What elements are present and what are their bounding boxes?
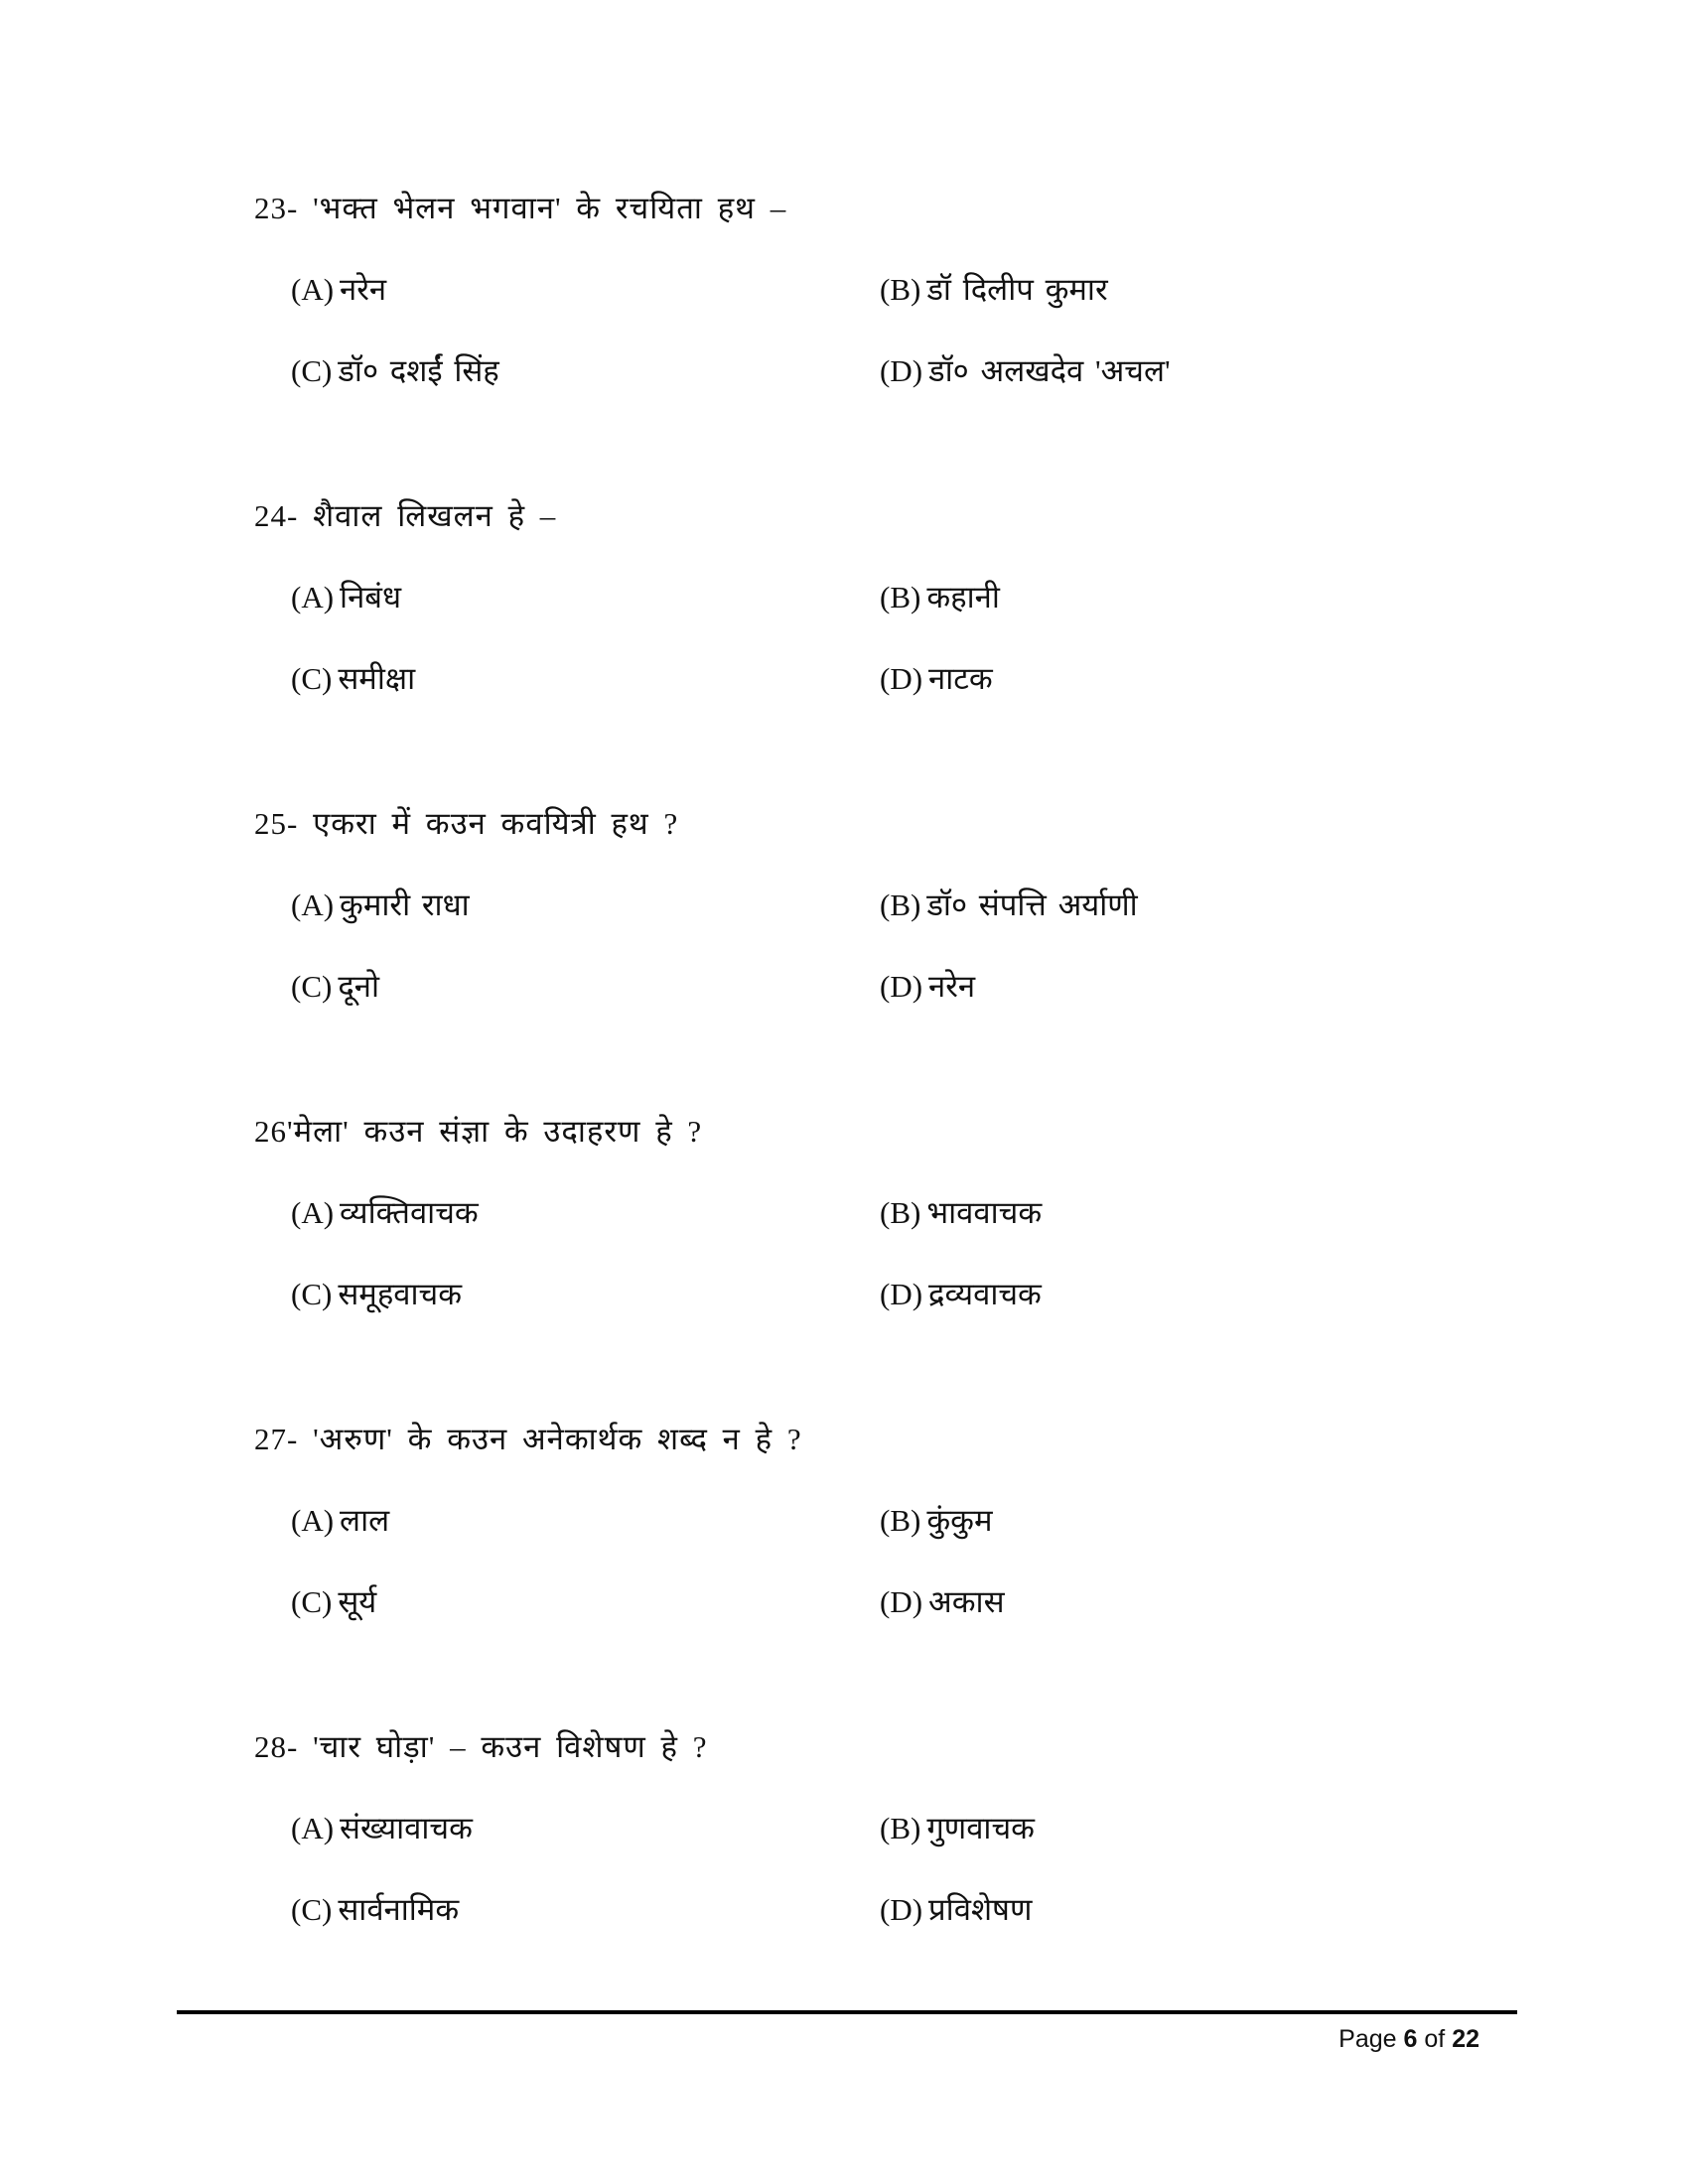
option-letter: (D) (880, 661, 923, 696)
option-letter: (A) (291, 272, 335, 307)
option-text: लाल (340, 1503, 390, 1538)
option-text: सार्वनामिक (338, 1892, 460, 1927)
option-letter: (B) (880, 272, 921, 307)
option-letter: (C) (291, 1892, 333, 1927)
option-letter: (C) (291, 969, 333, 1004)
option-text: नरेन (928, 969, 976, 1004)
question-number: 25- (254, 806, 299, 841)
option-letter: (D) (880, 1584, 923, 1619)
option-text: निबंध (340, 580, 402, 614)
option-d (880, 349, 1171, 393)
question-25 (254, 802, 1545, 1060)
option-letter: (B) (880, 887, 921, 922)
question-text (254, 1725, 708, 1769)
question-number: 27- (254, 1422, 299, 1456)
option-letter: (B) (880, 1503, 921, 1538)
option-a (291, 1191, 479, 1235)
option-text: प्रविशेषण (928, 1892, 1033, 1927)
question-number: 24- (254, 498, 299, 533)
question-27 (254, 1418, 1545, 1676)
option-d (880, 1888, 1032, 1932)
question-text (254, 187, 786, 230)
option-text: डॉ दिलीप कुमार (926, 272, 1108, 307)
question-stem: 'मेला' कउन संज्ञा के उदाहरण हे ? (287, 1114, 703, 1149)
option-letter: (D) (880, 1892, 923, 1927)
option-text: समीक्षा (338, 661, 416, 696)
option-letter: (A) (291, 1503, 335, 1538)
option-b (880, 1807, 1035, 1850)
question-26 (254, 1110, 1545, 1368)
page-label: Page (1338, 2025, 1397, 2053)
option-text: समूहवाचक (338, 1277, 463, 1311)
page-number (1338, 2023, 1479, 2055)
option-b (880, 1191, 1042, 1235)
question-text (254, 1110, 702, 1154)
option-a (291, 1807, 473, 1850)
option-text: दूनो (338, 969, 380, 1004)
option-c (291, 657, 415, 701)
option-d (880, 657, 993, 701)
option-b (880, 576, 1000, 619)
question-stem: शैवाल लिखलन हे – (313, 498, 557, 533)
option-letter: (D) (880, 353, 923, 388)
question-stem: 'चार घोड़ा' – कउन विशेषण हे ? (313, 1729, 708, 1764)
option-text: सूर्य (338, 1584, 377, 1619)
option-text: कुमारी राधा (340, 887, 470, 922)
option-b (880, 1499, 992, 1543)
question-stem: 'भक्त भेलन भगवान' के रचयिता हथ – (313, 191, 787, 225)
option-text: संख्यावाचक (340, 1811, 473, 1845)
option-b (880, 884, 1138, 927)
option-text: डॉ० संपत्ति अर्याणी (926, 887, 1138, 922)
option-text: कुंकुम (926, 1503, 993, 1538)
current-page: 6 (1403, 2025, 1418, 2053)
option-letter: (C) (291, 661, 333, 696)
question-text (254, 1418, 802, 1461)
option-letter: (C) (291, 353, 333, 388)
option-letter: (A) (291, 1195, 335, 1230)
option-text: अकास (928, 1584, 1005, 1619)
option-letter: (D) (880, 1277, 923, 1311)
option-d (880, 1273, 1042, 1316)
option-d (880, 965, 975, 1009)
option-a (291, 1499, 389, 1543)
option-letter: (B) (880, 1195, 921, 1230)
of-label: of (1424, 2025, 1446, 2053)
option-c (291, 1580, 376, 1624)
option-letter: (D) (880, 969, 923, 1004)
question-28 (254, 1725, 1545, 1983)
question-text (254, 494, 556, 538)
option-c (291, 1888, 459, 1932)
option-d (880, 1580, 1005, 1624)
option-a (291, 576, 401, 619)
option-c (291, 965, 379, 1009)
option-a (291, 884, 470, 927)
total-pages: 22 (1452, 2025, 1479, 2053)
question-number: 23- (254, 191, 299, 225)
option-letter: (C) (291, 1584, 333, 1619)
option-text: डॉ० अलखदेव 'अचल' (928, 353, 1171, 388)
option-letter: (C) (291, 1277, 333, 1311)
question-stem: 'अरुण' के कउन अनेकार्थक शब्द न हे ? (313, 1422, 802, 1456)
option-letter: (B) (880, 580, 921, 614)
question-number: 28- (254, 1729, 299, 1764)
option-text: नाटक (928, 661, 993, 696)
option-c (291, 1273, 462, 1316)
option-letter: (B) (880, 1811, 921, 1845)
option-letter: (A) (291, 580, 335, 614)
question-23 (254, 187, 1545, 445)
option-letter: (A) (291, 887, 335, 922)
question-stem: एकरा में कउन कवयित्री हथ ? (313, 806, 679, 841)
option-b (880, 268, 1108, 312)
option-text: डॉ० दशईं सिंह (338, 353, 499, 388)
question-text (254, 802, 678, 846)
question-24 (254, 494, 1545, 752)
option-text: द्रव्यवाचक (928, 1277, 1042, 1311)
option-c (291, 349, 499, 393)
option-text: भाववाचक (926, 1195, 1043, 1230)
option-text: नरेन (340, 272, 387, 307)
footer-divider (177, 2010, 1517, 2014)
question-number: 26 (254, 1114, 287, 1149)
option-text: गुणवाचक (926, 1811, 1035, 1845)
option-text: व्यक्तिवाचक (340, 1195, 479, 1230)
option-a (291, 268, 386, 312)
option-letter: (A) (291, 1811, 335, 1845)
option-text: कहानी (926, 580, 1000, 614)
